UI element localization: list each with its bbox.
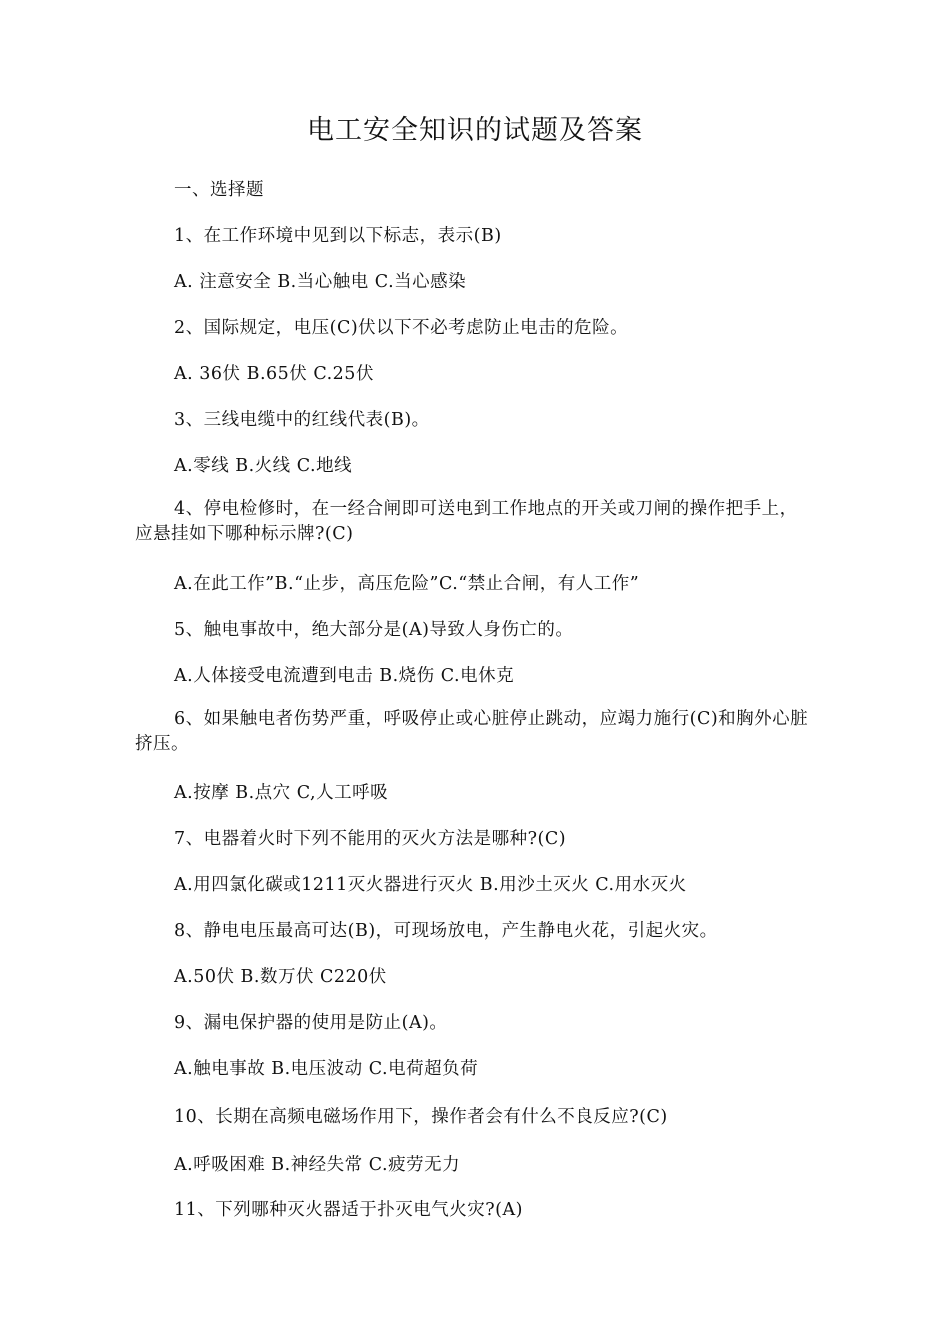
options-1: A. 注意安全 B.当心触电 C.当心感染 [174,272,467,292]
options-2: A. 36伏 B.65伏 C.25伏 [174,364,374,384]
options-10: A.呼吸困难 B.神经失常 C.疲劳无力 [174,1155,461,1175]
options-9: A.触电事故 B.电压波动 C.电荷超负荷 [174,1059,479,1079]
question-4: 4、停电检修时，在一经合闸即可送电到工作地点的开关或刀闸的操作把手上，应悬挂如下哪种标示牌?(C) [135,499,798,544]
options-5: A.人体接受电流遭到电击 B.烧伤 C.电休克 [174,666,515,686]
document-title: 电工安全知识的试题及答案 [307,115,643,146]
options-6: A.按摩 B.点穴 C,人工呼吸 [174,783,389,803]
question-10: 10、长期在高频电磁场作用下，操作者会有什么不良反应?(C) [174,1107,668,1127]
question-5: 5、触电事故中，绝大部分是(A)导致人身伤亡的。 [174,620,574,640]
options-4: A.在此工作”B.“止步，高压危险”C.“禁止合闸，有人工作” [174,574,640,594]
options-7: A.用四氯化碳或1211灭火器进行灭火 B.用沙土灭火 C.用水灭火 [174,875,687,895]
question-2: 2、国际规定，电压(C)伏以下不必考虑防止电击的危险。 [174,318,629,338]
question-8: 8、静电电压最高可达(B)，可现场放电，产生静电火花，引起火灾。 [174,921,718,941]
question-9: 9、漏电保护器的使用是防止(A)。 [174,1013,448,1033]
section-heading: 一、选择题 [174,180,264,200]
question-1: 1、在工作环境中见到以下标志，表示(B) [174,226,502,246]
question-11: 11、下列哪种灭火器适于扑灭电气火灾?(A) [174,1200,523,1220]
question-7: 7、电器着火时下列不能用的灭火方法是哪种?(C) [174,829,567,849]
question-3: 3、三线电缆中的红线代表(B)。 [174,410,430,430]
question-6: 6、如果触电者伤势严重，呼吸停止或心脏停止跳动，应竭力施行(C)和胸外心脏挤压。 [135,709,809,754]
options-8: A.50伏 B.数万伏 C220伏 [174,967,387,987]
options-3: A.零线 B.火线 C.地线 [174,456,353,476]
